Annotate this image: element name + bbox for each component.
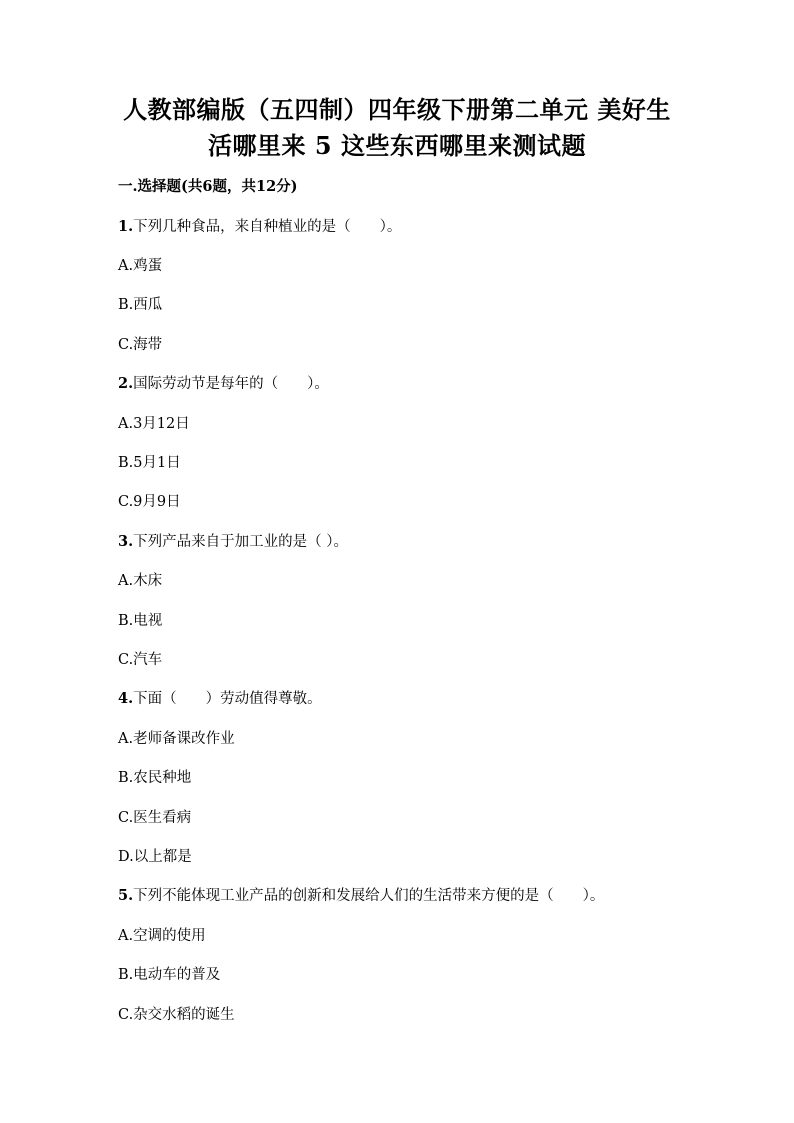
question-3-option-c: C.汽车 xyxy=(118,652,163,668)
question-1-option-a: A.鸡蛋 xyxy=(118,258,163,274)
question-2 xyxy=(118,374,329,394)
question-3-option-a: A.木床 xyxy=(118,573,163,589)
question-5-option-b: B.电动车的普及 xyxy=(118,967,221,983)
question-text: 下列产品来自于加工业的是（ ）。 xyxy=(133,534,348,550)
question-4-option-d: D.以上都是 xyxy=(118,849,192,865)
question-5-option-c: C.杂交水稻的诞生 xyxy=(118,1007,235,1023)
question-4-option-c: C.医生看病 xyxy=(118,810,192,826)
question-1-option-b: B.西瓜 xyxy=(118,297,163,313)
question-1-option-c: C.海带 xyxy=(118,337,163,353)
question-4-option-b: B.农民种地 xyxy=(118,770,192,786)
title-line-1: 人教部编版（五四制）四年级下册第二单元 美好生 xyxy=(123,95,671,124)
question-3-option-b: B.电视 xyxy=(118,613,163,629)
question-2-option-c: C.9月9日 xyxy=(118,494,181,510)
question-number: 4. xyxy=(118,690,134,707)
question-text: 下列几种食品，来自种植业的是（ ）。 xyxy=(133,219,402,235)
section-heading: 一.选择题(共6题，共12分) xyxy=(118,178,298,195)
question-number: 2. xyxy=(118,375,134,392)
question-number: 3. xyxy=(118,533,134,550)
question-text: 国际劳动节是每年的（ ）。 xyxy=(133,376,329,392)
question-number: 1. xyxy=(118,218,134,235)
question-text: 下面（ ）劳动值得尊敬。 xyxy=(133,691,322,707)
question-3 xyxy=(118,532,348,552)
document-title xyxy=(0,92,794,164)
title-line-2: 活哪里来 5 这些东西哪里来测试题 xyxy=(208,131,586,160)
question-1 xyxy=(118,217,401,237)
question-5 xyxy=(118,886,604,906)
question-5-option-a: A.空调的使用 xyxy=(118,928,206,944)
question-4 xyxy=(118,689,322,709)
question-2-option-b: B.5月1日 xyxy=(118,455,181,471)
question-text: 下列不能体现工业产品的创新和发展给人们的生活带来方便的是（ ）。 xyxy=(133,888,605,904)
question-4-option-a: A.老师备课改作业 xyxy=(118,731,235,747)
question-2-option-a: A.3月12日 xyxy=(118,416,190,432)
question-number: 5. xyxy=(118,887,134,904)
